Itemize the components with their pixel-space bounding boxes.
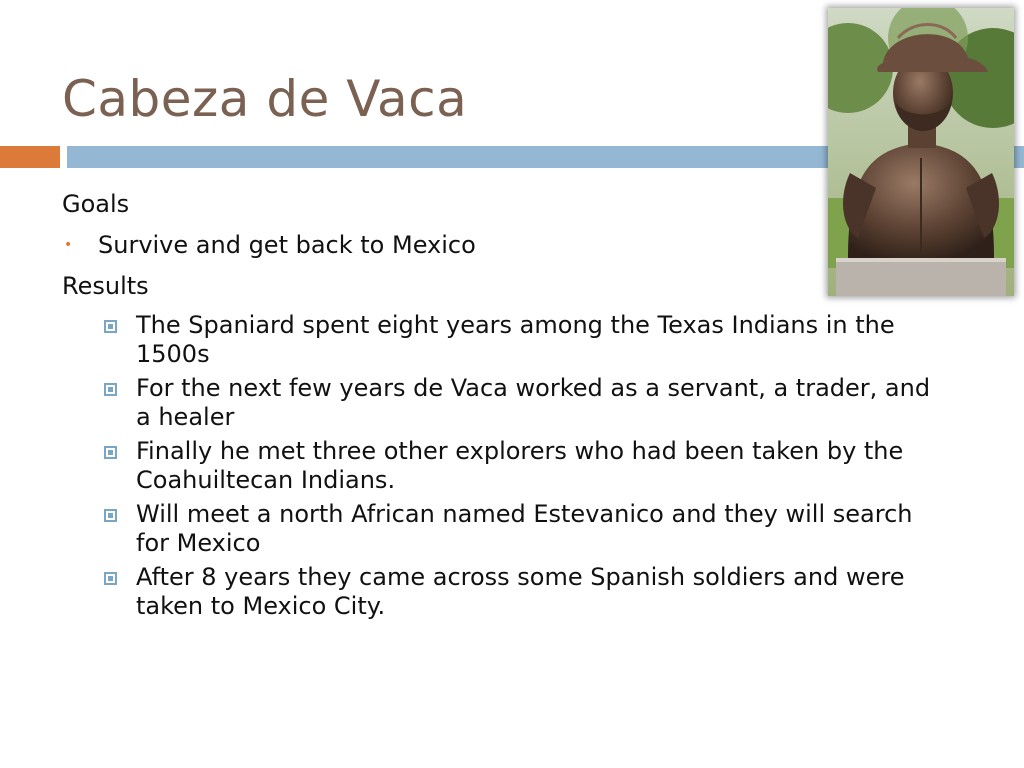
list-item (104, 311, 952, 369)
bullet-dot-icon: • (64, 237, 73, 253)
accent-bar-orange (0, 146, 60, 168)
square-bullet-icon (104, 572, 117, 585)
list-item-text: The Spaniard spent eight years among the Texas Indians in the 1500s (136, 311, 895, 368)
square-bullet-icon (104, 383, 117, 396)
square-bullet-icon (104, 320, 117, 333)
results-list (62, 311, 952, 621)
goals-item-text: Survive and get back to Mexico (98, 231, 476, 259)
list-item-text: Finally he met three other explorers who had been taken by the Coahuiltecan Indians. (136, 437, 904, 494)
list-item-text: Will meet a north African named Estevanico and they will search for Mexico (136, 500, 913, 557)
goals-heading: Goals (62, 190, 130, 218)
list-item (104, 563, 952, 621)
list-item-text: For the next few years de Vaca worked as a servant, a trader, and a healer (136, 374, 931, 431)
results-heading: Results (62, 272, 149, 300)
list-item-text: After 8 years they came across some Spanish soldiers and were taken to Mexico City. (136, 563, 905, 620)
list-item (104, 374, 952, 432)
square-bullet-icon (104, 509, 117, 522)
list-item (104, 437, 952, 495)
slide-body (62, 184, 952, 621)
list-item (104, 500, 952, 558)
slide-title: Cabeza de Vaca (62, 70, 468, 128)
goals-item (62, 224, 952, 266)
square-bullet-icon (104, 446, 117, 459)
